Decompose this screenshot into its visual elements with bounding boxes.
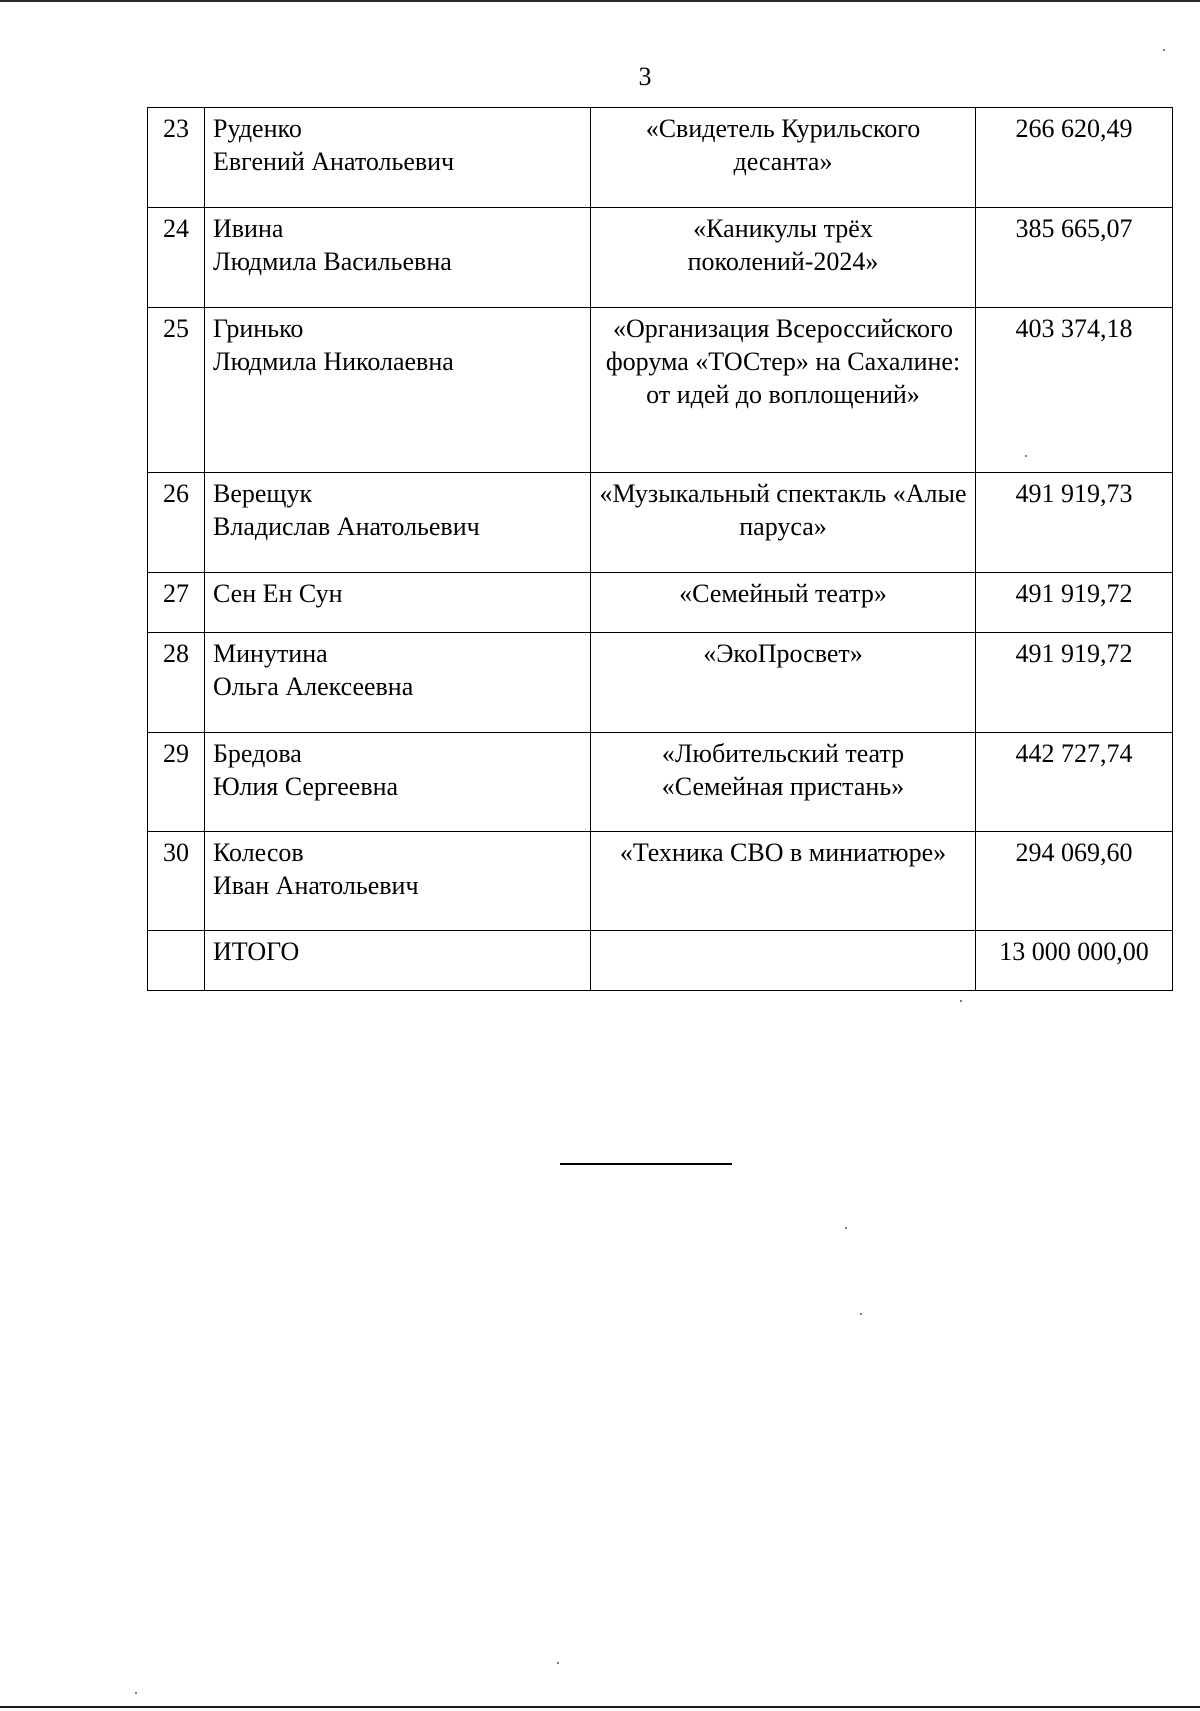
table-row bbox=[148, 633, 1173, 733]
project-title: «Любительский театр «Семейная пристань» bbox=[591, 733, 976, 832]
recipient-name bbox=[205, 633, 591, 733]
row-number: 25 bbox=[148, 308, 205, 473]
table-row bbox=[148, 108, 1173, 208]
row-number: 26 bbox=[148, 473, 205, 573]
recipient-name bbox=[205, 308, 591, 473]
row-number: 24 bbox=[148, 208, 205, 308]
recipient-surname: Верещук bbox=[213, 479, 313, 508]
total-row bbox=[148, 931, 1173, 991]
recipient-name bbox=[205, 473, 591, 573]
recipient-given-name: Евгений Анатольевич bbox=[213, 147, 455, 176]
scan-speck bbox=[1025, 455, 1027, 457]
table-row bbox=[148, 733, 1173, 832]
recipient-surname: Колесов bbox=[213, 838, 304, 867]
recipient-given-name: Юлия Сергеевна bbox=[213, 772, 399, 801]
grants-table bbox=[147, 107, 1173, 991]
scan-speck bbox=[960, 1000, 962, 1002]
scan-edge-top bbox=[0, 0, 1200, 2]
project-title: «ЭкоПросвет» bbox=[591, 633, 976, 733]
grant-amount: 491 919,72 bbox=[976, 633, 1173, 733]
row-number: 29 bbox=[148, 733, 205, 832]
grant-amount: 385 665,07 bbox=[976, 208, 1173, 308]
recipient-surname: Руденко bbox=[213, 114, 302, 143]
row-number: 27 bbox=[148, 573, 205, 633]
total-project-cell bbox=[591, 931, 976, 991]
grant-amount: 403 374,18 bbox=[976, 308, 1173, 473]
recipient-surname: Ивина bbox=[213, 214, 284, 243]
project-title: «Семейный театр» bbox=[591, 573, 976, 633]
recipient-name bbox=[205, 208, 591, 308]
project-title: «Каникулы трёх поколений-2024» bbox=[591, 208, 976, 308]
grant-amount: 491 919,72 bbox=[976, 573, 1173, 633]
project-title: «Музыкальный спектакль «Алые паруса» bbox=[591, 473, 976, 573]
scan-speck bbox=[860, 1313, 862, 1315]
recipient-name bbox=[205, 733, 591, 832]
row-number: 28 bbox=[148, 633, 205, 733]
row-number: 30 bbox=[148, 832, 205, 931]
scan-speck bbox=[135, 1692, 137, 1694]
scan-speck bbox=[557, 1662, 559, 1664]
total-number-cell bbox=[148, 931, 205, 991]
recipient-given-name: Ольга Алексеевна bbox=[213, 672, 414, 701]
total-amount: 13 000 000,00 bbox=[976, 931, 1173, 991]
grant-amount: 266 620,49 bbox=[976, 108, 1173, 208]
total-label: ИТОГО bbox=[205, 931, 591, 991]
grant-amount: 294 069,60 bbox=[976, 832, 1173, 931]
table-row bbox=[148, 308, 1173, 473]
recipient-surname: Сен Ен Сун bbox=[213, 579, 343, 608]
recipient-surname: Гринько bbox=[213, 314, 304, 343]
row-number: 23 bbox=[148, 108, 205, 208]
recipient-given-name: Владислав Анатольевич bbox=[213, 512, 480, 541]
scan-speck bbox=[1163, 49, 1165, 51]
recipient-surname: Минутина bbox=[213, 639, 328, 668]
project-title: «Свидетель Курильского десанта» bbox=[591, 108, 976, 208]
recipient-given-name: Людмила Васильевна bbox=[213, 247, 452, 276]
table-row bbox=[148, 832, 1173, 931]
recipient-name bbox=[205, 573, 591, 633]
recipient-surname: Бредова bbox=[213, 739, 302, 768]
page-number: 3 bbox=[638, 62, 652, 91]
recipient-name bbox=[205, 832, 591, 931]
table-row bbox=[148, 208, 1173, 308]
scan-edge-bottom bbox=[0, 1706, 1200, 1708]
table-row bbox=[148, 573, 1173, 633]
project-title: «Техника СВО в миниатюре» bbox=[591, 832, 976, 931]
recipient-given-name: Иван Анатольевич bbox=[213, 871, 419, 900]
recipient-given-name: Людмила Николаевна bbox=[213, 347, 454, 376]
project-title: «Организация Всероссийского форума «ТОСтер» на Сахалине: от идей до воплощений» bbox=[591, 308, 976, 473]
table-row bbox=[148, 473, 1173, 573]
scan-speck bbox=[845, 1227, 847, 1229]
grant-amount: 442 727,74 bbox=[976, 733, 1173, 832]
grant-amount: 491 919,73 bbox=[976, 473, 1173, 573]
recipient-name bbox=[205, 108, 591, 208]
end-of-document-rule bbox=[560, 1163, 732, 1165]
